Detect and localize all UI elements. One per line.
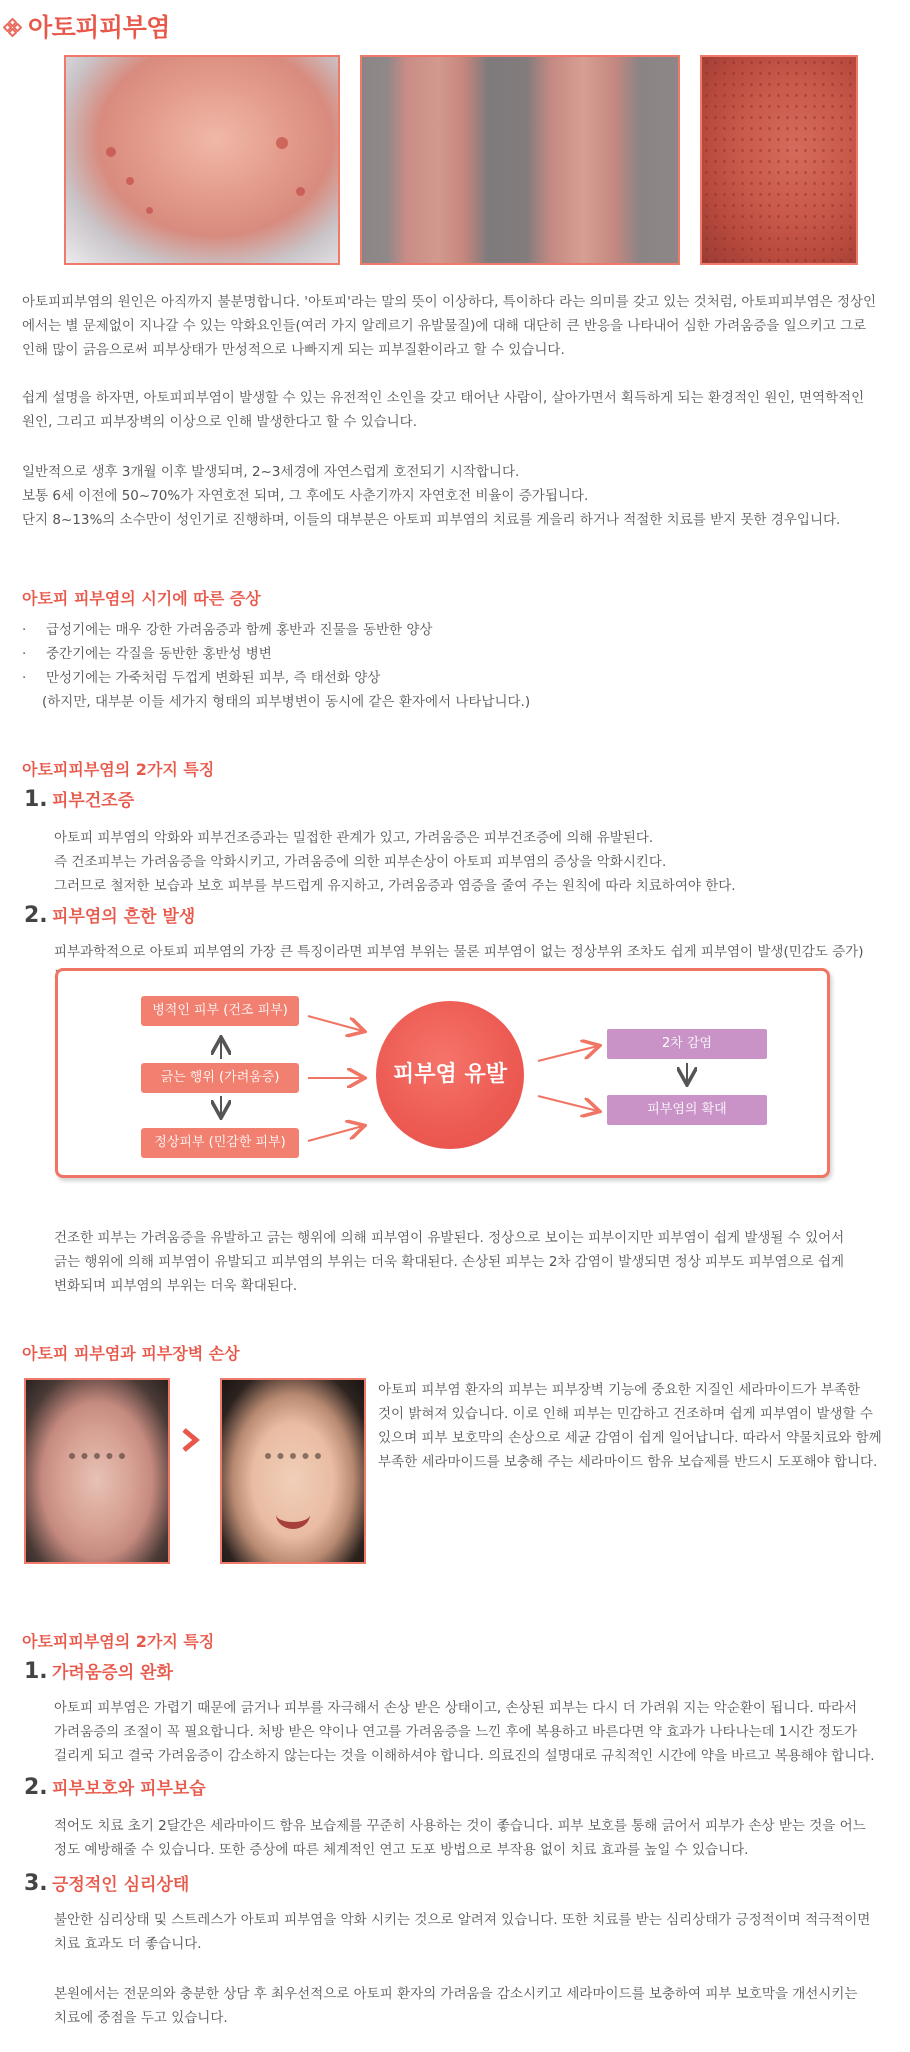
feature2-1-text: 아토피 피부염은 가렵기 때문에 긁거나 피부를 자극해서 손상 받은 상태이고, 손상된 피부는 다시 더 가려워 지는 악순환이 됩니다. 따라서 가려움증의 조절이 꼭 필요합니다. 처방 받은 약이나 연고를 가려움증을 느낀 후에 복용하고 바른다면 약 효과가 나타나는데 1시간 정도가 걸리게 되고 결국 가려움증이 감소하지 않는다는 것을 이해하셔야 합니다. 의료진의 설명대로 규칙적인 시간에 약을 바르고 복용해야 합니다. xyxy=(54,1700,875,1764)
feature2-heading-3: 3. 긍정적인 심리상태 xyxy=(24,1871,190,1896)
feature2-heading-2: 2. 피부보호와 피부보습 xyxy=(24,1775,206,1800)
features2-section-title: 아토피피부염의 2가지 특징 xyxy=(22,1632,215,1651)
after-child-photo xyxy=(220,1378,366,1564)
intro-paragraph-2: 쉽게 설명을 하자면, 아토피피부염이 발생할 수 있는 유전적인 소인을 갖고 태어난 사람이, 살아가면서 획득하게 되는 환경적인 원인, 면역학적인 원인, 그리고 피부장벽의 이상으로 인해 발생한다고 할 수 있습니다. xyxy=(22,390,865,430)
chevron-right-icon xyxy=(176,1425,206,1455)
feature2-2-text: 적어도 치료 초기 2달간은 세라마이드 함유 보습제를 꾸준히 사용하는 것이 좋습니다. 피부 보호를 통해 긁어서 피부가 손상 받는 것을 어느 정도 예방해줄 수 있습니다. 또한 증상에 따른 체계적인 연고 도포 방법으로 부작용 없이 치료 효과를 높일 수 있습니다. xyxy=(54,1818,866,1858)
symptoms-section-title: 아토피 피부염의 시기에 따른 증상 xyxy=(22,589,261,608)
page-header xyxy=(4,8,170,48)
diagram-box-secondary-infection: 2차 감염 xyxy=(607,1029,767,1059)
feature-1-text: 아토피 피부염의 악화와 피부건조증과는 밀접한 관계가 있고, 가려움증은 피부건조증에 의해 유발된다. 즉 건조피부는 가려움증을 악화시키고, 가려움증에 의한 피부손상이 아토피 피부염의 증상을 악화시킨다. 그러므로 철저한 보습과 보호 피부를 부드럽게 유지하고, 가려움증과 염증을 줄여 주는 원칙에 따라 치료하여야 한다. xyxy=(54,830,736,894)
diagram-explanation: 건조한 피부는 가려움증을 유발하고 긁는 행위에 의해 피부염이 유발된다. 정상으로 보이는 피부이지만 피부염이 쉽게 발생될 수 있어서 긁는 행위에 의해 피부염이 유발되고 피부염의 부위는 더욱 확대된다. 손상된 피부는 2차 감염이 발생되면 정상 피부도 피부염으로 쉽게 변화되며 피부염의 부위는 더욱 확대된다. xyxy=(54,1230,845,1294)
feature-heading-2: 2. 피부염의 흔한 발생 xyxy=(24,903,196,928)
feature-2-text: 피부과학적으로 아토피 피부염의 가장 큰 특징이라면 피부염 부위는 물론 피부염이 없는 정상부위 조차도 쉽게 피부염이 발생(민감도 증가) xyxy=(54,944,864,960)
barrier-section-title: 아토피 피부염과 피부장벽 손상 xyxy=(22,1344,240,1363)
diagram-box-scratching: 긁는 행위 (가려움증) xyxy=(141,1063,299,1093)
diagram-box-dry-skin: 병적인 피부 (건조 피부) xyxy=(141,996,299,1026)
list-item: · 급성기에는 매우 강한 가려움증과 함께 홍반과 진물을 동반한 양상 xyxy=(22,622,433,638)
face-eczema-photo xyxy=(64,55,340,265)
diagram-center-circle: 피부염 유발 xyxy=(376,1001,524,1149)
legs-eczema-photo xyxy=(360,55,680,265)
feature2-heading-1: 1. 가려움증의 완화 xyxy=(24,1659,173,1684)
feature2-3-text: 불안한 심리상태 및 스트레스가 아토피 피부염을 악화 시키는 것으로 알려져 있습니다. 또한 치료를 받는 심리상태가 긍정적이며 적극적이면 치료 효과도 더 좋습니다. xyxy=(54,1912,871,1952)
features-section-title: 아토피피부염의 2가지 특징 xyxy=(22,760,215,779)
arrow-to-right xyxy=(538,1046,598,1061)
arrow-to-center xyxy=(308,1126,363,1141)
before-child-photo xyxy=(24,1378,170,1564)
diagram-box-normal-skin: 정상피부 (민감한 피부) xyxy=(141,1128,299,1158)
closing-text: 본원에서는 전문의와 충분한 상담 후 최우선적으로 아토피 환자의 가려움을 감소시키고 세라마이드를 보충하여 피부 보호막을 개선시키는 치료에 중점을 두고 있습니다. xyxy=(54,1986,858,2026)
feature-heading-1: 1. 피부건조증 xyxy=(24,787,135,812)
back-eczema-photo xyxy=(700,55,858,265)
page-title: 아토피피부염 xyxy=(28,13,170,42)
symptoms-note: (하지만, 대부분 이들 세가지 형태의 피부병변이 동시에 같은 환자에서 나타납니다.) xyxy=(42,694,531,710)
diamond-cluster-icon xyxy=(4,19,22,37)
diagram-box-expansion: 피부염의 확대 xyxy=(607,1095,767,1125)
list-item: · 중간기에는 각질을 동반한 홍반성 병변 xyxy=(22,646,272,662)
intro-paragraph-3: 일반적으로 생후 3개월 이후 발생되며, 2~3세경에 자연스럽게 호전되기 시작합니다. 보통 6세 이전에 50~70%가 자연호전 되며, 그 후에도 사춘기까지 자연호전 비율이 증가됩니다. 단지 8~13%의 소수만이 성인기로 진행하며, 이들의 대부분은 아토피 피부염의 치료를 게을리 하거나 적절한 치료를 받지 못한 경우입니다. xyxy=(22,464,841,528)
intro-paragraph-1: 아토피피부염의 원인은 아직까지 불분명합니다. '아토피'라는 말의 뜻이 이상하다, 특이하다 라는 의미를 갖고 있는 것처럼, 아토피피부염은 정상인 에서는 별 문제없이 지나갈 수 있는 악화요인들(여러 가지 알레르기 유발물질)에 대해 대단히 큰 반응을 나타내어 심한 가려움증을 일으키고 그로 인해 많이 긁음으로써 피부상태가 만성적으로 나빠지게 되는 피부질환이라고 할 수 있습니다. xyxy=(22,294,877,358)
symptoms-list xyxy=(22,618,888,714)
barrier-text: 아토피 피부염 환자의 피부는 피부장벽 기능에 중요한 지질인 세라마이드가 부족한 것이 밝혀져 있습니다. 이로 인해 피부는 민감하고 건조하며 쉽게 피부염이 발생할 수 있으며 피부 보호막의 손상으로 세균 감염이 쉽게 일어납니다. 따라서 약물치료와 함께 부족한 세라마이드를 보충해 주는 세라마이드 함유 보습제를 반드시 도포해야 합니다. xyxy=(378,1382,882,1470)
arrow-to-right xyxy=(538,1096,598,1111)
dermatitis-diagram xyxy=(55,968,830,1178)
list-item: · 만성기에는 가죽처럼 두껍게 변화된 피부, 즉 태선화 양상 xyxy=(22,670,381,686)
arrow-to-center xyxy=(308,1016,363,1031)
